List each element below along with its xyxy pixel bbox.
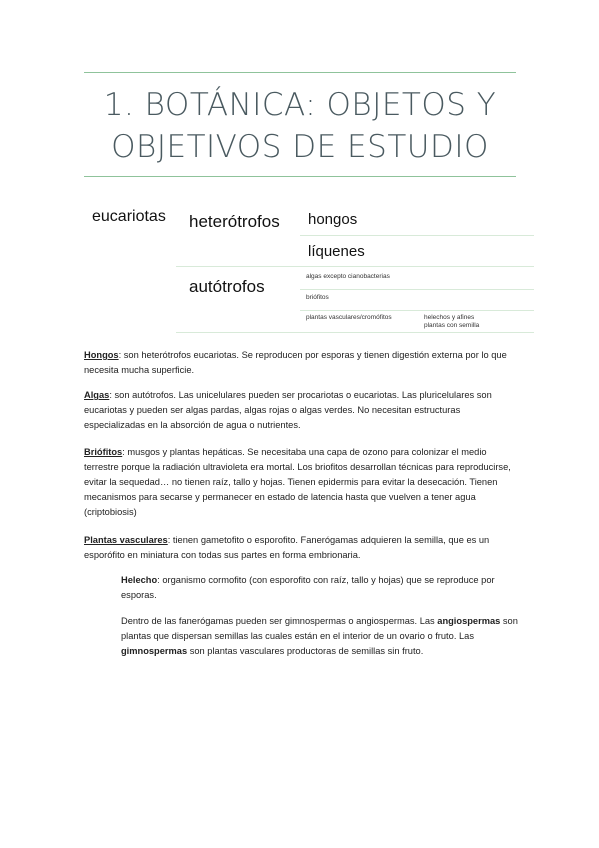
divider: [176, 332, 534, 333]
node-hongos: hongos: [308, 211, 358, 228]
node-algas: algas excepto cianobacterias: [306, 273, 390, 280]
paragraph-plantas-vasculares: Plantas vasculares: tienen gametofito o esporofito. Fanerógamas adquieren la semilla, que es un esporófito en miniatura con todas sus partes en forma embrionaria.: [84, 535, 490, 560]
node-autotrofos: autótrofos: [189, 277, 265, 296]
node-liquenes: líquenes: [308, 243, 365, 260]
title-bottom-rule: [84, 176, 516, 177]
node-plantas-vasculares: plantas vasculares/cromófitos: [306, 314, 392, 321]
classification-diagram: [84, 200, 534, 340]
node-plantas-semilla: plantas con semilla: [424, 322, 480, 329]
paragraph-hongos: Hongos: son heterótrofos eucariotas. Se reproducen por esporas y tienen digestión externa por lo que necesita mucha superficie.: [84, 350, 507, 375]
divider: [300, 289, 534, 290]
divider: [176, 266, 534, 267]
page-title: 1. BOTÁNICA: OBJETOS Y OBJETIVOS DE ESTUDIO: [103, 87, 497, 165]
node-eucariotas: eucariotas: [92, 208, 166, 225]
paragraph-helecho: Helecho: organismo cormofito (con esporofito con raíz, tallo y hojas) que se reproduce por esporas.: [121, 575, 495, 600]
divider: [300, 235, 534, 236]
node-heterotrofos: heterótrofos: [189, 212, 280, 231]
divider: [300, 310, 534, 311]
paragraph-algas: Algas: son autótrofos. Las unicelulares pueden ser procariotas o eucariotas. Las pluricelulares son eucariotas y pueden ser algas pardas, algas rojas o algas verdes. No necesitan estructuras especializadas en la absorción de agua o nutrientes.: [84, 390, 492, 430]
title-top-rule: [84, 72, 516, 73]
node-briofitos: briófitos: [306, 294, 329, 301]
paragraph-fanerogamas: Dentro de las fanerógamas pueden ser gimnospermas o angiospermas. Las angiospermas son plantas que dispersan semillas las cuales están en el interior de un ovario o fruto. Las gimnospermas son plantas vasculares productoras de semillas sin fruto.: [121, 616, 518, 656]
node-helechos: helechos y afines: [424, 314, 475, 321]
paragraph-briofitos: Briófitos: musgos y plantas hepáticas. Se necesitaba una capa de ozono para colonizar el medio terrestre porque la radiación ultravioleta era mortal. Los briofitos desarrollan técnicas para reproducirse, evitar la sequedad… no tienen raíz, tallo y hojas. Tienen epidermis para evitar la desecación. Tienen mecanismos para secarse y permanecer en estado de latencia hasta que vuelven a tener agua (criptobiosis): [84, 447, 511, 517]
